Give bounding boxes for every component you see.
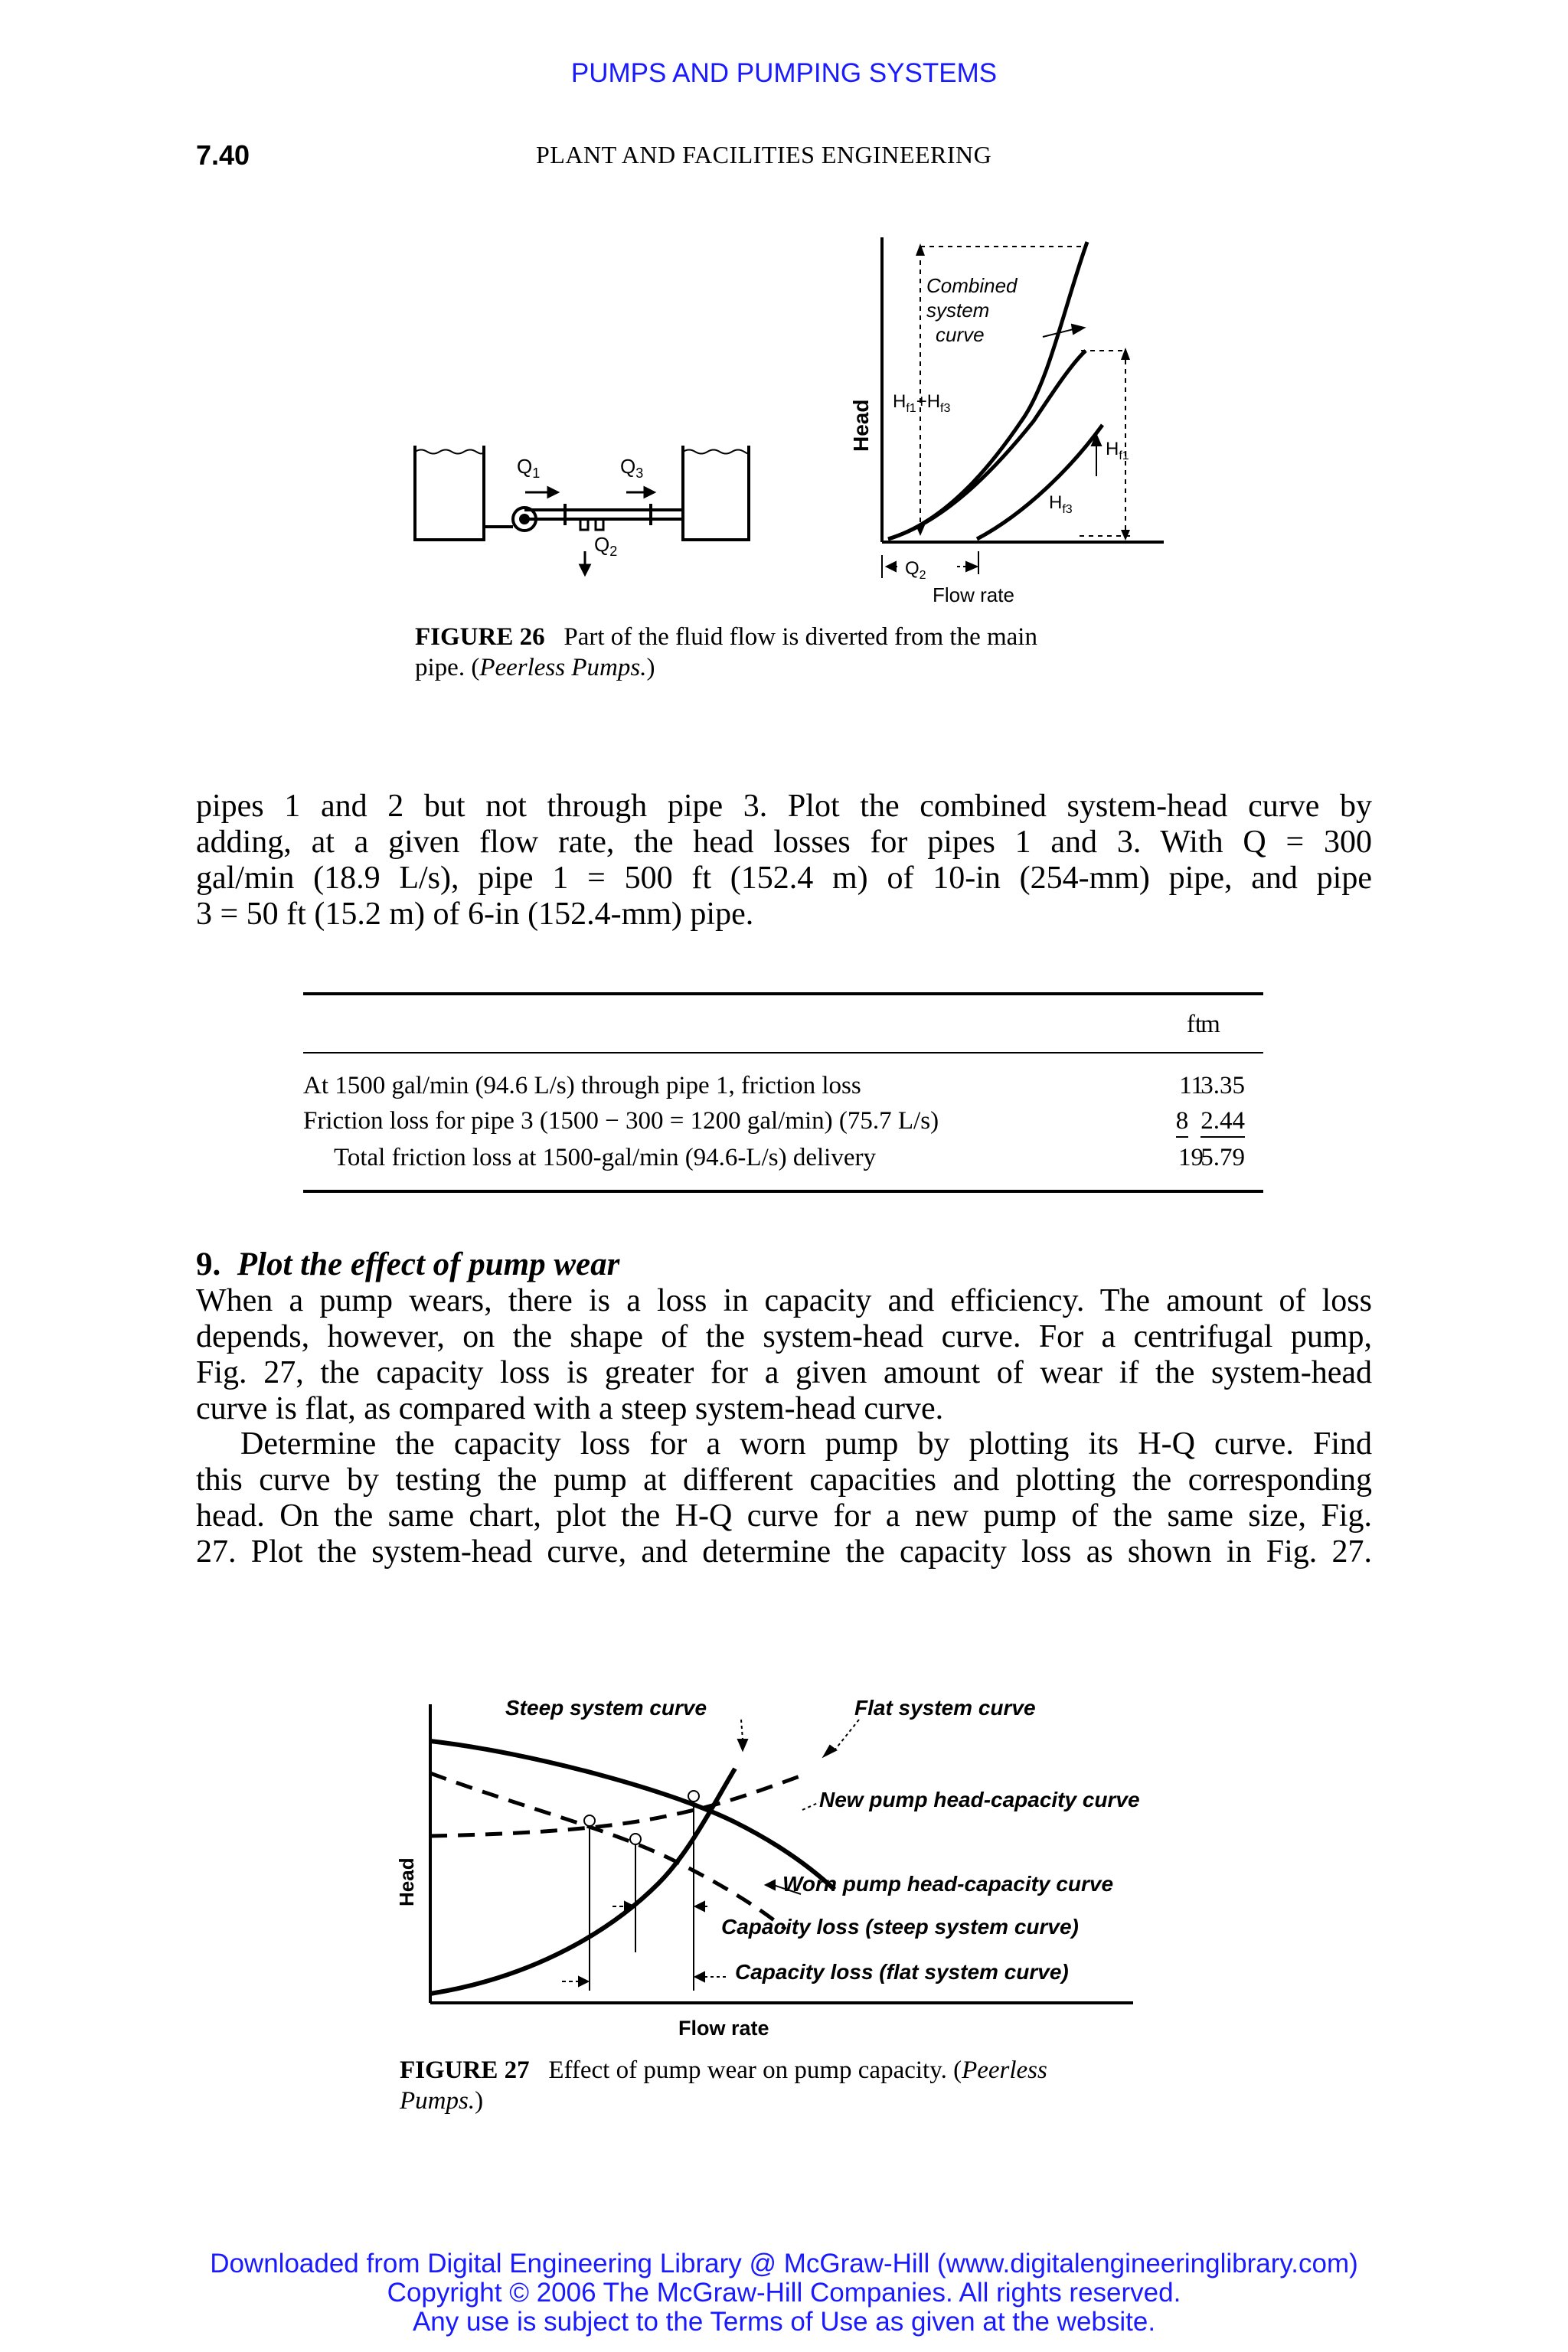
section-heading xyxy=(196,1246,619,1283)
q2-dimension xyxy=(882,551,978,578)
combined-label-2: system xyxy=(926,299,990,322)
footer-line-3: Any use is subject to the Terms of Use as given at the website. xyxy=(412,2307,1156,2337)
figure-26-caption xyxy=(415,622,1188,683)
table-row-3-m: 5.79 xyxy=(1200,1144,1245,1171)
hf1-hf3-label: $H_{f1}+H_{f3}$ xyxy=(893,391,951,415)
flat-curve-label: Flat system curve xyxy=(854,1696,1036,1720)
figure-26-caption-text: Part of the fluid flow is diverted from the main xyxy=(564,623,1037,651)
para3-line1: Determine the capacity loss for a worn pump by plotting its H-Q curve. Find xyxy=(240,1426,1372,1462)
table-row-2-m: 2.44 xyxy=(1200,1107,1245,1138)
flow-rate-label: Flow rate xyxy=(933,583,1014,606)
figure-27-caption xyxy=(400,2055,1196,2116)
table-row-3-label: Total friction loss at 1500-gal/min (94.6-L/s) delivery xyxy=(334,1144,876,1171)
table-row-1-m: 3.35 xyxy=(1200,1072,1245,1099)
hf1-curve xyxy=(977,425,1102,539)
section-title: Plot the effect of pump wear xyxy=(237,1246,620,1282)
para2-line1: When a pump wears, there is a loss in capacity and efficiency. The amount of loss xyxy=(196,1283,1372,1318)
table-header-ft: ft xyxy=(1186,1011,1202,1038)
table-row-2-ft: 8 xyxy=(1176,1107,1189,1138)
fig27-head-axis-label: Head xyxy=(395,1857,418,1906)
new-pump-curve xyxy=(430,1741,835,1890)
footer-line-1[interactable]: Downloaded from Digital Engineering Library @ McGraw-Hill (www.digitalengineeringlibrary.com) xyxy=(210,2249,1358,2278)
figure-26-caption-close: ) xyxy=(646,654,655,681)
figure-27-caption-text: Effect of pump wear on pump capacity. ( xyxy=(548,2056,962,2084)
capacity-loss-steep-label: Capacity loss (steep system curve) xyxy=(721,1915,1079,1939)
table-row-1-ft: 11 xyxy=(1179,1072,1204,1099)
figure-27-caption-source-b: Pumps. xyxy=(400,2087,475,2115)
table-bottom-rule xyxy=(303,1190,1263,1193)
fig27-axes xyxy=(430,1704,1133,2003)
right-tank xyxy=(683,446,749,540)
hf1-label: $H_{f1}$ xyxy=(1106,439,1129,462)
para3-line3: head. On the same chart, plot the H-Q curve for a new pump of the same size, Fig. xyxy=(196,1498,1372,1534)
hf3-label: $H_{f3}$ xyxy=(1049,492,1073,516)
pump-piping xyxy=(484,504,683,531)
para3-line4: 27. Plot the system-head curve, and determine the capacity loss as shown in Fig. 27. xyxy=(196,1534,1372,1570)
figure-27-caption-label: FIGURE 27 xyxy=(400,2056,530,2084)
worn-pump-curve xyxy=(430,1773,786,1929)
capacity-loss-flat-label: Capacity loss (flat system curve) xyxy=(735,1960,1069,1984)
footer-line-2: Copyright © 2006 The McGraw-Hill Companies. All rights reserved. xyxy=(387,2278,1181,2308)
fig27-dimension-arrows xyxy=(562,1902,726,1986)
q3-label: $Q_3$ xyxy=(620,455,644,481)
body-paragraph-2 xyxy=(196,1283,1372,1427)
table-header-m: m xyxy=(1200,1011,1220,1038)
footer xyxy=(0,2249,1568,2337)
para1-line2: adding, at a given flow rate, the head losses for pipes 1 and 3. With Q = 300 xyxy=(196,825,1372,860)
left-tank xyxy=(415,446,484,540)
para2-line2: depends, however, on the shape of the system-head curve. For a centrifugal pump, xyxy=(196,1319,1372,1354)
figure-26 xyxy=(398,230,1210,612)
para1-line3: gal/min (18.9 L/s), pipe 1 = 500 ft (152.4 m) of 10-in (254-mm) pipe, and pipe xyxy=(196,861,1372,896)
page-number: 7.40 xyxy=(196,139,250,171)
fig27-droplines xyxy=(590,1802,694,1991)
fig26-axes xyxy=(882,237,1164,542)
figure-26-caption-text2: pipe. ( xyxy=(415,654,480,681)
body-paragraph-3 xyxy=(196,1426,1372,1570)
combined-label-3: curve xyxy=(936,323,985,346)
table-row-1-label: At 1500 gal/min (94.6 L/s) through pipe 1, friction loss xyxy=(303,1072,861,1099)
para3-line2: this curve by testing the pump at different capacities and plotting the corresponding xyxy=(196,1462,1372,1498)
figure-27-caption-close: ) xyxy=(475,2087,484,2115)
fig26-head-axis-label: Head xyxy=(849,399,873,452)
body-paragraph-1 xyxy=(196,789,1372,933)
q1-label: $Q_1$ xyxy=(517,455,541,481)
top-banner: PUMPS AND PUMPING SYSTEMS xyxy=(570,58,998,88)
table-header-rule xyxy=(303,1052,1263,1054)
figure-27-caption-source-a: Peerless xyxy=(962,2056,1047,2084)
fig27-flow-axis-label: Flow rate xyxy=(678,2017,769,2040)
combined-label-1: Combined xyxy=(926,274,1018,297)
table-row-3-ft: 19 xyxy=(1178,1144,1204,1171)
figure-26-caption-label: FIGURE 26 xyxy=(415,623,545,651)
table-top-rule xyxy=(303,992,1263,995)
figure-26-caption-source: Peerless Pumps. xyxy=(479,654,647,681)
para1-line1: pipes 1 and 2 but not through pipe 3. Plot the combined system-head curve by xyxy=(196,789,1372,824)
new-pump-label: New pump head-capacity curve xyxy=(819,1788,1140,1811)
section-number: 9. xyxy=(196,1246,221,1282)
flow-arrows xyxy=(525,488,654,574)
para1-line4: 3 = 50 ft (15.2 m) of 6-in (152.4-mm) pipe. xyxy=(196,897,754,932)
para2-line3: Fig. 27, the capacity loss is greater for a given amount of wear if the system-head xyxy=(196,1355,1372,1390)
q2-label: $Q_2$ xyxy=(594,533,618,559)
table-row-2-label: Friction loss for pipe 3 (1500 − 300 = 1200 gal/min) (75.7 L/s) xyxy=(303,1107,939,1135)
q2-bottom-label: $Q_2$ xyxy=(905,558,926,582)
running-head: PLANT AND FACILITIES ENGINEERING xyxy=(536,141,992,168)
figure-27 xyxy=(383,1677,1210,2044)
worn-pump-label: Worn pump head-capacity curve xyxy=(782,1872,1114,1896)
steep-curve-label: Steep system curve xyxy=(505,1696,707,1720)
para2-line4: curve is flat, as compared with a steep system-head curve. xyxy=(196,1391,944,1426)
fig26-pointers xyxy=(1043,325,1101,476)
